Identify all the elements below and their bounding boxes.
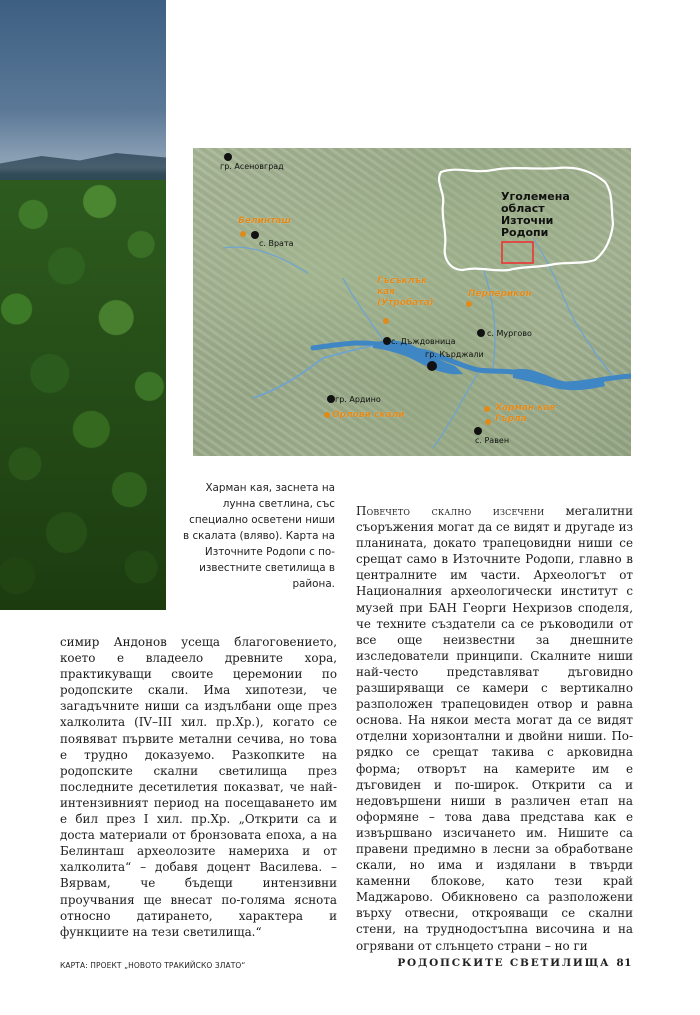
river-tributary-1 [253,346,373,398]
page-number: 81 [616,957,632,969]
running-footer [397,957,632,969]
town-dot [427,361,437,371]
town-asenovgrad: гр. Асеновград [220,162,284,171]
forest-canopy [0,180,166,610]
town-raven: с. Равен [475,436,510,445]
inset-label-line: Родопи [501,226,549,239]
mountain-ridge [0,150,166,180]
article-column-left: симир Андонов усеща благоговението, което е владеело древните хора, практикуващи своите церемонии по родопските скали. Има хипотези, че загадъчните ниши са издълбани още през халколита (IV–III хил. пр.Хр.), когато се появяват първите метални сечива, но това е трудно доказуемо. Разкопките на родопските скални светилища през последните десетилетия показват, че най-интензивният период на посещаването им е бил през I хил. пр.Хр. „Открити са и доста материали от бронзовата епоха, а на Белинташ археолозите намериха и от халколита“ – добавя доцент Василева. – Вярвам, че бъдещи интензивни проучвания ще внесат по-голяма яснота относно датирането, характера и функциите на тези светилища.“ [60,635,337,939]
town-dot [474,427,482,435]
town-kardzhali: гр. Кърджали [425,350,484,359]
inset-label-line: Уголемена [501,190,570,203]
site-dot [484,406,490,412]
river-tributary-4 [573,318,613,376]
town-dot [477,329,485,337]
site-orlovi-skali: Орлови скали [332,410,405,420]
inset-label-line: Източни [501,214,554,227]
river-tributary-6 [223,247,308,273]
forest-photo [0,0,166,610]
inset-label-line: област [501,202,545,215]
site-dot [324,412,330,418]
site-line: кая [377,287,395,297]
region-marker [502,242,533,263]
town-ardino: гр. Ардино [335,395,381,404]
town-dot [224,153,232,161]
town-dot [327,395,335,403]
site-belintash: Белинташ [238,216,291,226]
river-tributary-7 [533,238,573,318]
column-lead-in: Повечето скално изсечени [356,504,545,518]
column-text: мегалитни съоръжения могат да се видят и другаде из планината, докато трапецовидни ниши се срещат само в Източните Родопи, главно в централните им части. Археологът от Националния археологически институт с музей при БАН Георги Нехризов споделя, че техните създатели са се ръководили от все още неизвестни за днешните изследователи принципи. Скалните ниши най-често представляват дъговидно разширяващи се камери с вертикално разположен трапецовиден отвор и равна основа. На някои места могат да се видят отделни хоризонтални и двойни ниши. По-рядко се срещат такива с арковидна форма; отворът на камерите им е дъговиден и по-широк. Открити са и недовършени ниши в различен етап на оформяне – това дава представа как е извършвано изсичането им. Нишите са правени предимно в лесни за обработване скали, но има и издялани в твърди каменни блокове, като тези край Маджарово. Обикновено са разположени върху отвесни, открояващи се скални стени, на труднодостъпна височина и на огрявани от слънцето страни – но ги [356,504,634,953]
site-dot [466,301,472,307]
site-harman-kaya [495,403,555,425]
site-dot [383,318,389,324]
town-dazhdovnitsa: с. Дъждовница [391,337,456,346]
article-column-right [356,503,633,954]
section-title: РОДОПСКИТЕ СВЕТИЛИЩА [397,957,611,969]
site-line: Харман кая [495,403,556,413]
river-tributary-5 [433,373,478,448]
site-dot [240,231,246,237]
town-dot [383,337,391,345]
photo-caption: Харман кая, заснета на лунна светлина, със специално осветени ниши в скалата (вляво). Карта на Източните Родопи с по-известните светилища в района. [183,482,335,590]
site-dot [485,419,491,425]
town-murgovo: с. Мургово [487,329,532,338]
site-line: (Утробата) [377,298,434,308]
site-line: Гърла [495,414,527,424]
site-gaskov-kaya [377,276,434,309]
rhodopes-map [193,148,631,456]
river-tributary-3 [483,268,495,368]
site-line: Гъсъклък [377,276,428,286]
inset-label [501,191,570,239]
town-dot [251,231,259,239]
site-perperikon: Перперикон [468,289,532,299]
map-credit: КАРТА: ПРОЕКТ „НОВОТО ТРАКИЙСКО ЗЛАТО“ [60,961,246,970]
town-vrata: с. Врата [259,239,294,248]
